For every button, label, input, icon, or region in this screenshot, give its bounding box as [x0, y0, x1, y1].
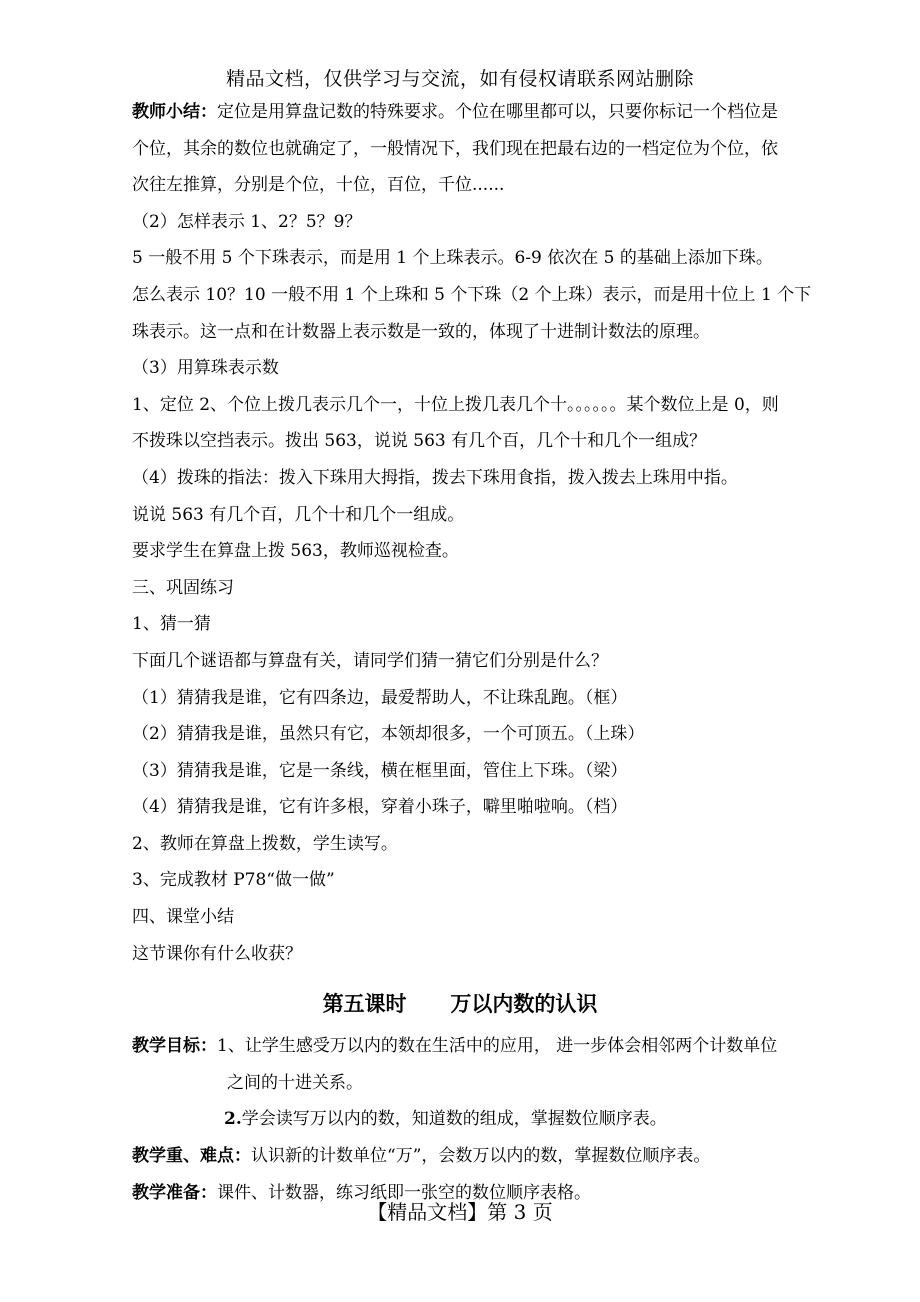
lesson5-key-points — [132, 1138, 837, 1175]
teacher-summary-line-3: 次往左推算，分别是个位，十位，百位，千位...... — [132, 175, 505, 196]
lesson5-title: 第五课时 万以内数的认识 — [322, 991, 598, 1017]
practice-item-3: 3、完成教材 P78“做一做” — [132, 870, 335, 891]
section3-heading: （3）用算珠表示数 — [132, 358, 279, 379]
section3-line-1: 1、定位 2、个位上拨几表示几个一，十位上拨几表几个十。。。。。。某个数位上是 0，则 — [132, 394, 779, 415]
practice-item-1: 1、猜一猜 — [132, 614, 211, 635]
section2-paragraph-2-line-2: 珠表示。这一点和在计数器上表示数是一致的，体现了十进制计数法的原理。 — [132, 321, 710, 342]
lesson5-key-text: 认识新的计数单位“万”，会数万以内的数，掌握数位顺序表。 — [251, 1146, 711, 1167]
practice-heading: 三、巩固练习 — [132, 577, 234, 598]
practice-intro: 下面几个谜语都与算盘有关，请同学们猜一猜它们分别是什么？ — [132, 650, 608, 671]
section3-line-2: 不拨珠以空挡表示。拨出 563，说说 563 有几个百，几个十和几个一组成？ — [132, 431, 707, 452]
lesson5-goal-label: 教学目标： — [132, 1036, 217, 1057]
page-footer: 【精品文档】第 3 页 — [367, 1200, 553, 1224]
section2-paragraph-2-line-1: 怎么表示 10？10 一般不用 1 个上珠和 5 个下珠（2 个上珠）表示，而是用十位上 1 个下 — [132, 284, 812, 305]
lesson5-goal-line-1 — [132, 1028, 837, 1065]
lesson5-goal-1-text: 1、让学生感受万以内的数在生活中的应用， 进一步体会相邻两个计数单位 — [217, 1036, 778, 1057]
lesson5-goal-line-2: 之间的十进关系。 — [227, 1072, 363, 1093]
section4-heading: （4）拨珠的指法：拨入下珠用大拇指，拨去下珠用食指，拨入拨去上珠用中指。 — [132, 467, 738, 488]
riddle-1: （1）猜猜我是谁，它有四条边，最爱帮助人，不让珠乱跑。（框） — [132, 687, 628, 708]
page-header: 精品文档，仅供学习与交流，如有侵权请联系网站删除 — [225, 68, 694, 90]
lesson5-goal-2-number: 2. — [224, 1109, 242, 1130]
lesson5-goal-2 — [132, 1101, 837, 1138]
section2-paragraph-1: 5 一般不用 5 个下珠表示，而是用 1 个上珠表示。6-9 依次在 5 的基础上添加下珠。 — [132, 248, 773, 269]
lesson5-goal-2-text: 学会读写万以内的数，知道数的组成，掌握数位顺序表。 — [241, 1109, 667, 1130]
riddle-3: （3）猜猜我是谁，它是一条线，横在框里面，管住上下珠。（梁） — [132, 760, 628, 781]
lesson5-prep-label: 教学准备： — [132, 1182, 217, 1203]
practice-item-2: 2、教师在算盘上拨数，学生读写。 — [132, 833, 398, 854]
summary-question: 这节课你有什么收获？ — [132, 943, 302, 964]
section4-line-2: 要求学生在算盘上拨 563，教师巡视检查。 — [132, 541, 459, 562]
teacher-summary-line-2: 个位，其余的数位也就确定了，一般情况下，我们现在把最右边的一档定位为个位，依 — [132, 138, 778, 159]
section2-heading: （2）怎样表示 1、2？5？9？ — [132, 211, 362, 232]
riddle-2: （2）猜猜我是谁，虽然只有它，本领却很多，一个可顶五。（上珠） — [132, 724, 645, 745]
summary-heading: 四、课堂小结 — [132, 907, 234, 928]
lesson5-prep-text: 课件、计数器，练习纸即一张空的数位顺序表格。 — [217, 1182, 591, 1203]
riddle-4: （4）猜猜我是谁，它有许多根，穿着小珠子，噼里啪啦响。（档） — [132, 797, 628, 818]
teacher-summary-text: 定位是用算盘记数的特殊要求。个位在哪里都可以，只要你标记一个档位是 — [217, 102, 778, 122]
lesson5-key-label: 教学重、难点： — [132, 1146, 251, 1167]
teacher-summary-label: 教师小结： — [132, 102, 217, 122]
teacher-summary-line-1 — [132, 94, 837, 131]
section4-line-1: 说说 563 有几个百，几个十和几个一组成。 — [132, 504, 465, 525]
document-body — [132, 94, 837, 1211]
